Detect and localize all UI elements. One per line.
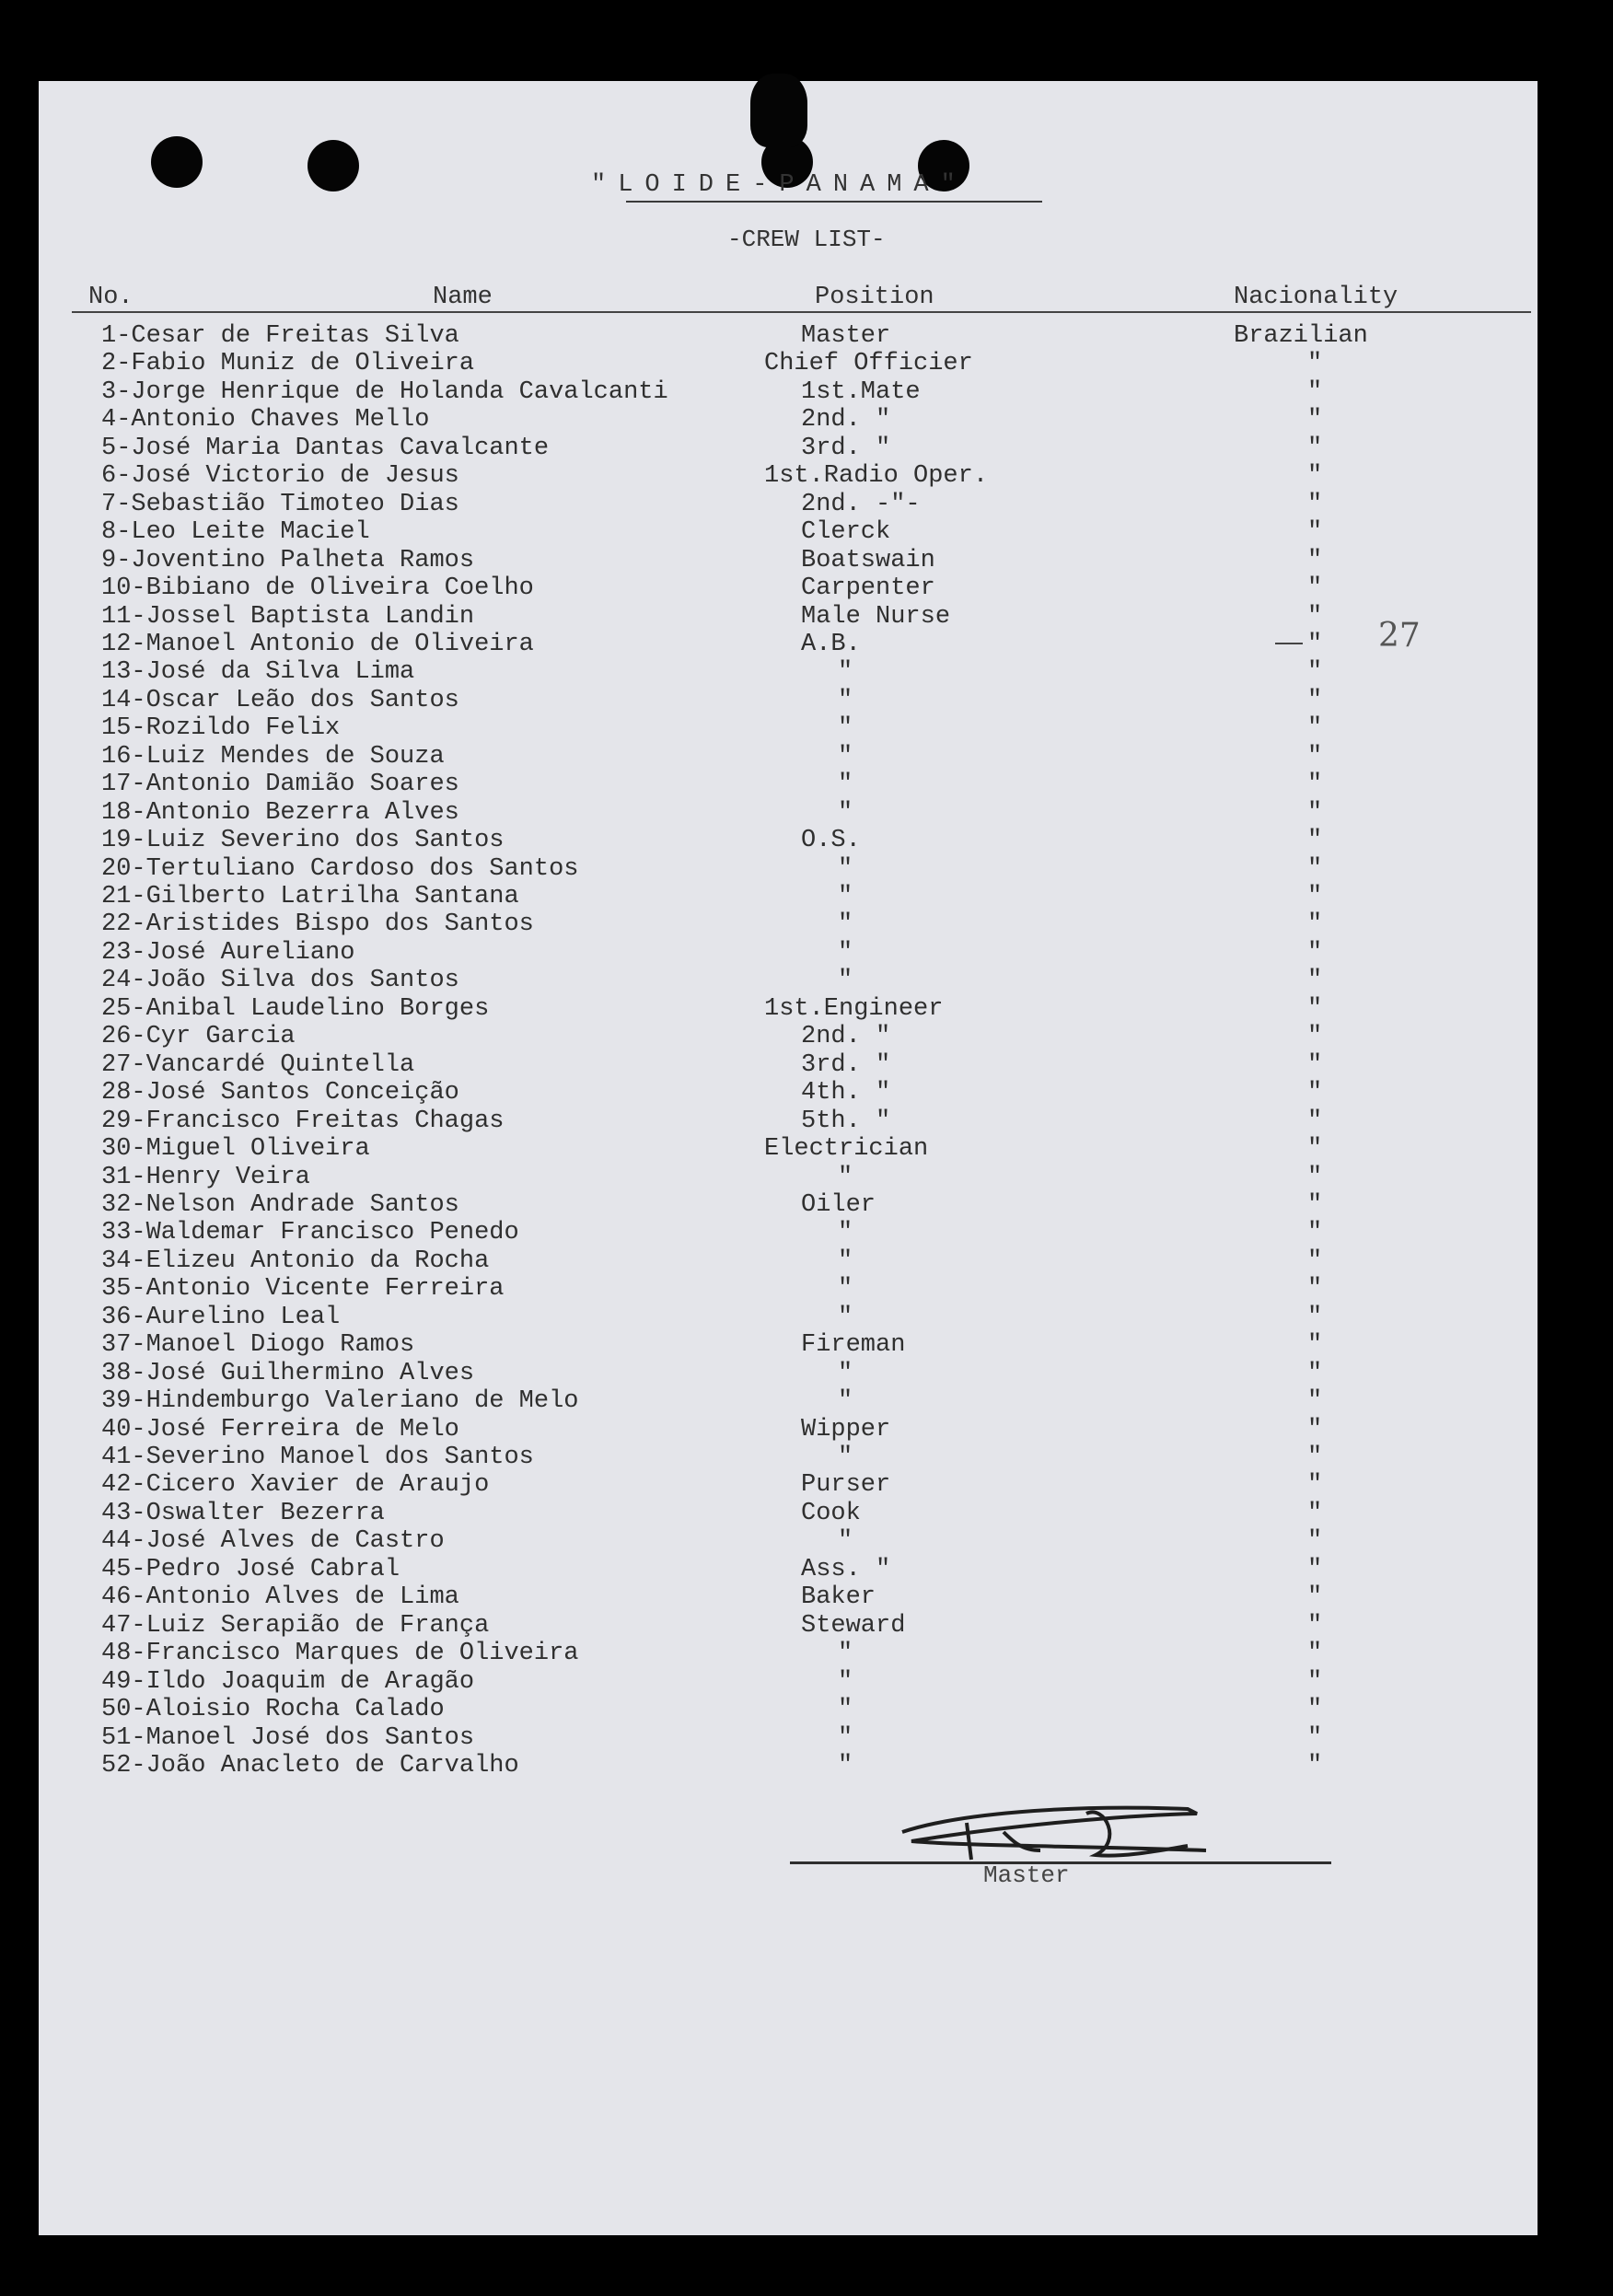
crew-nationality: " xyxy=(1307,630,1323,658)
crew-entry: 42-Cicero Xavier de Araujo xyxy=(101,1471,490,1500)
crew-position: Fireman xyxy=(801,1331,906,1360)
crew-position: 1st.Mate xyxy=(801,377,921,406)
crew-entry: 41-Severino Manoel dos Santos xyxy=(101,1444,534,1471)
crew-nationality: " xyxy=(1307,1696,1323,1724)
crew-nationality: " xyxy=(1307,1611,1323,1640)
crew-position: " xyxy=(838,883,853,910)
crew-entry: 1-Cesar de Freitas Silva xyxy=(101,322,459,350)
crew-entry: 15-Rozildo Felix xyxy=(101,714,341,743)
table-row xyxy=(0,518,1613,546)
table-row xyxy=(0,603,1613,631)
table-row xyxy=(0,827,1613,854)
crew-entry: 5-José Maria Dantas Cavalcante xyxy=(101,434,550,462)
crew-position: " xyxy=(838,714,853,743)
crew-position: " xyxy=(838,1275,853,1304)
crew-entry: 49-Ildo Joaquim de Aragão xyxy=(101,1667,475,1696)
crew-nationality: " xyxy=(1307,994,1323,1023)
table-row xyxy=(0,1107,1613,1135)
crew-position: " xyxy=(838,1640,853,1668)
header-nationality: Nacionality xyxy=(1234,284,1398,311)
crew-nationality: " xyxy=(1307,938,1323,967)
table-row xyxy=(0,1752,1613,1780)
table-row xyxy=(0,939,1613,967)
table-row xyxy=(0,1331,1613,1359)
crew-position: Steward xyxy=(801,1611,906,1640)
crew-entry: 46-Antonio Alves de Lima xyxy=(101,1583,459,1612)
crew-nationality: " xyxy=(1307,854,1323,883)
crew-position: " xyxy=(838,742,853,771)
crew-nationality: " xyxy=(1307,798,1323,827)
tally-mark xyxy=(1275,643,1303,644)
table-row xyxy=(0,322,1613,350)
crew-entry: 43-Oswalter Bezerra xyxy=(101,1499,385,1527)
crew-nationality: " xyxy=(1307,827,1323,855)
crew-entry: 45-Pedro José Cabral xyxy=(101,1555,400,1583)
crew-position: 1st.Radio Oper. xyxy=(764,462,989,491)
crew-position: " xyxy=(838,910,853,939)
table-row xyxy=(0,1023,1613,1050)
crew-nationality: " xyxy=(1307,1107,1323,1135)
margin-note: 27 xyxy=(1378,617,1421,655)
crew-position: Wipper xyxy=(801,1415,891,1444)
crew-nationality: " xyxy=(1307,462,1323,491)
crew-position: 4th. " xyxy=(801,1079,891,1107)
crew-position: " xyxy=(838,771,853,799)
crew-entry: 8-Leo Leite Maciel xyxy=(101,518,370,547)
table-row xyxy=(0,1583,1613,1611)
crew-entry: 25-Anibal Laudelino Borges xyxy=(101,994,490,1023)
crew-nationality: " xyxy=(1307,1471,1323,1500)
crew-nationality: " xyxy=(1307,883,1323,910)
crew-entry: 50-Aloisio Rocha Calado xyxy=(101,1696,445,1724)
table-row xyxy=(0,1668,1613,1696)
table-row xyxy=(0,1640,1613,1667)
crew-nationality: " xyxy=(1307,1303,1323,1331)
crew-entry: 37-Manoel Diogo Ramos xyxy=(101,1331,415,1360)
crew-nationality: " xyxy=(1307,490,1323,518)
crew-position: 2nd. " xyxy=(801,1023,891,1051)
crew-nationality: " xyxy=(1307,1667,1323,1696)
crew-position: Baker xyxy=(801,1583,876,1612)
table-row xyxy=(0,1164,1613,1191)
crew-entry: 10-Bibiano de Oliveira Coelho xyxy=(101,574,534,603)
crew-entry: 19-Luiz Severino dos Santos xyxy=(101,827,505,855)
crew-nationality: " xyxy=(1307,1640,1323,1668)
crew-nationality: " xyxy=(1307,602,1323,631)
crew-position: " xyxy=(838,938,853,967)
crew-entry: 44-José Alves de Castro xyxy=(101,1527,445,1556)
table-row xyxy=(0,435,1613,462)
crew-position: 1st.Engineer xyxy=(764,994,944,1023)
crew-nationality: " xyxy=(1307,1415,1323,1444)
table-row xyxy=(0,855,1613,883)
crew-position: " xyxy=(838,1444,853,1471)
crew-position: Ass. " xyxy=(801,1555,891,1583)
signature-label: Master xyxy=(983,1861,1070,1889)
document-title: "LOIDE-PANAMA" xyxy=(591,171,968,199)
crew-entry: 38-José Guilhermino Alves xyxy=(101,1359,475,1387)
crew-entry: 34-Elizeu Antonio da Rocha xyxy=(101,1247,490,1275)
document-subtitle: -CREW LIST- xyxy=(727,226,886,253)
crew-nationality: " xyxy=(1307,742,1323,771)
table-row xyxy=(0,883,1613,910)
crew-position: Chief Officier xyxy=(764,350,973,378)
header-position: Position xyxy=(815,284,934,311)
table-row xyxy=(0,1612,1613,1640)
table-row xyxy=(0,1500,1613,1527)
crew-position: Male Nurse xyxy=(801,602,951,631)
table-row xyxy=(0,771,1613,798)
crew-entry: 29-Francisco Freitas Chagas xyxy=(101,1107,505,1135)
crew-position: 2nd. -"- xyxy=(801,490,921,518)
crew-entry: 24-João Silva dos Santos xyxy=(101,967,459,995)
crew-entry: 16-Luiz Mendes de Souza xyxy=(101,742,445,771)
crew-position: Cook xyxy=(801,1499,861,1527)
table-row xyxy=(0,995,1613,1023)
crew-position: Purser xyxy=(801,1471,891,1500)
crew-entry: 32-Nelson Andrade Santos xyxy=(101,1190,459,1219)
table-row xyxy=(0,1247,1613,1275)
crew-nationality: " xyxy=(1307,658,1323,687)
crew-nationality: " xyxy=(1307,1247,1323,1275)
table-row xyxy=(0,1191,1613,1219)
crew-entry: 3-Jorge Henrique de Holanda Cavalcanti xyxy=(101,377,668,406)
crew-nationality: " xyxy=(1307,1444,1323,1471)
crew-position: 3rd. " xyxy=(801,434,891,462)
table-row xyxy=(0,491,1613,518)
crew-entry: 7-Sebastião Timoteo Dias xyxy=(101,490,459,518)
crew-position: " xyxy=(838,967,853,995)
crew-entry: 6-José Victorio de Jesus xyxy=(101,462,459,491)
crew-entry: 33-Waldemar Francisco Penedo xyxy=(101,1219,519,1247)
table-row xyxy=(0,799,1613,827)
crew-position: " xyxy=(838,1219,853,1247)
crew-position: " xyxy=(838,1723,853,1752)
crew-nationality: " xyxy=(1307,1219,1323,1247)
crew-nationality: " xyxy=(1307,1190,1323,1219)
crew-entry: 31-Henry Veira xyxy=(101,1163,310,1191)
crew-position: " xyxy=(838,658,853,687)
crew-entry: 13-José da Silva Lima xyxy=(101,658,415,687)
crew-nationality: " xyxy=(1307,1023,1323,1051)
title-underline xyxy=(626,201,1042,203)
crew-position: " xyxy=(838,1667,853,1696)
table-row xyxy=(0,1304,1613,1331)
table-row xyxy=(0,967,1613,994)
crew-entry: 27-Vancardé Quintella xyxy=(101,1050,415,1079)
table-row xyxy=(0,1387,1613,1415)
crew-position: " xyxy=(838,1359,853,1387)
table-row xyxy=(0,631,1613,658)
crew-nationality: " xyxy=(1307,1527,1323,1556)
crew-position: " xyxy=(838,1247,853,1275)
crew-position: A.B. xyxy=(801,630,861,658)
crew-nationality: Brazilian xyxy=(1234,322,1368,350)
table-row xyxy=(0,1724,1613,1752)
table-row xyxy=(0,1556,1613,1583)
crew-entry: 48-Francisco Marques de Oliveira xyxy=(101,1640,579,1668)
table-row xyxy=(0,1444,1613,1471)
table-row xyxy=(0,462,1613,490)
crew-position: " xyxy=(838,798,853,827)
table-row xyxy=(0,658,1613,686)
table-row xyxy=(0,1135,1613,1163)
crew-entry: 4-Antonio Chaves Mello xyxy=(101,406,430,435)
crew-position: " xyxy=(838,1751,853,1780)
header-no: No. xyxy=(88,284,133,311)
punch-hole xyxy=(308,140,359,191)
table-row xyxy=(0,378,1613,406)
crew-position: " xyxy=(838,686,853,714)
crew-nationality: " xyxy=(1307,1723,1323,1752)
table-row xyxy=(0,1527,1613,1555)
table-row xyxy=(0,1696,1613,1723)
crew-position: 2nd. " xyxy=(801,406,891,435)
crew-entry: 28-José Santos Conceição xyxy=(101,1079,459,1107)
crew-position: Electrician xyxy=(764,1135,929,1164)
table-row xyxy=(0,1219,1613,1247)
crew-nationality: " xyxy=(1307,350,1323,378)
table-row xyxy=(0,1275,1613,1303)
crew-position: " xyxy=(838,1527,853,1556)
table-row xyxy=(0,1051,1613,1079)
crew-nationality: " xyxy=(1307,434,1323,462)
header-rule xyxy=(72,311,1531,313)
crew-entry: 36-Aurelino Leal xyxy=(101,1303,341,1331)
crew-nationality: " xyxy=(1307,910,1323,939)
table-row xyxy=(0,1360,1613,1387)
crew-nationality: " xyxy=(1307,771,1323,799)
table-row xyxy=(0,1471,1613,1499)
crew-position: Carpenter xyxy=(801,574,935,603)
crew-nationality: " xyxy=(1307,1135,1323,1164)
crew-nationality: " xyxy=(1307,1163,1323,1191)
punch-hole xyxy=(151,136,203,188)
crew-entry: 35-Antonio Vicente Ferreira xyxy=(101,1275,505,1304)
table-row xyxy=(0,574,1613,602)
crew-position: 3rd. " xyxy=(801,1050,891,1079)
table-row xyxy=(0,910,1613,938)
crew-entry: 23-José Aureliano xyxy=(101,938,355,967)
crew-position: " xyxy=(838,1303,853,1331)
crew-position: Master xyxy=(801,322,891,350)
crew-entry: 47-Luiz Serapião de França xyxy=(101,1611,490,1640)
crew-entry: 52-João Anacleto de Carvalho xyxy=(101,1751,519,1780)
crew-nationality: " xyxy=(1307,406,1323,435)
crew-nationality: " xyxy=(1307,1079,1323,1107)
crew-nationality: " xyxy=(1307,377,1323,406)
crew-entry: 21-Gilberto Latrilha Santana xyxy=(101,883,519,910)
crew-entry: 22-Aristides Bispo dos Santos xyxy=(101,910,534,939)
crew-nationality: " xyxy=(1307,546,1323,574)
table-row xyxy=(0,406,1613,434)
table-row xyxy=(0,350,1613,377)
header-name: Name xyxy=(433,284,493,311)
table-row xyxy=(0,547,1613,574)
crew-nationality: " xyxy=(1307,518,1323,547)
crew-nationality: " xyxy=(1307,1359,1323,1387)
crew-nationality: " xyxy=(1307,967,1323,995)
crew-nationality: " xyxy=(1307,686,1323,714)
crew-nationality: " xyxy=(1307,714,1323,743)
ink-stain xyxy=(750,74,807,147)
crew-entry: 30-Miguel Oliveira xyxy=(101,1135,370,1164)
table-row xyxy=(0,1416,1613,1444)
table-row xyxy=(0,714,1613,742)
crew-nationality: " xyxy=(1307,1331,1323,1360)
crew-nationality: " xyxy=(1307,1555,1323,1583)
table-row xyxy=(0,743,1613,771)
crew-position: O.S. xyxy=(801,827,861,855)
crew-position: Oiler xyxy=(801,1190,876,1219)
crew-position: Clerck xyxy=(801,518,891,547)
crew-position: " xyxy=(838,1387,853,1416)
table-row xyxy=(0,687,1613,714)
crew-entry: 9-Joventino Palheta Ramos xyxy=(101,546,475,574)
crew-nationality: " xyxy=(1307,1751,1323,1780)
crew-nationality: " xyxy=(1307,1387,1323,1416)
crew-entry: 26-Cyr Garcia xyxy=(101,1023,296,1051)
crew-position: " xyxy=(838,1163,853,1191)
table-row xyxy=(0,1079,1613,1107)
crew-nationality: " xyxy=(1307,1275,1323,1304)
crew-entry: 17-Antonio Damião Soares xyxy=(101,771,459,799)
crew-nationality: " xyxy=(1307,1583,1323,1612)
crew-entry: 18-Antonio Bezerra Alves xyxy=(101,798,459,827)
crew-entry: 2-Fabio Muniz de Oliveira xyxy=(101,350,475,378)
crew-position: 5th. " xyxy=(801,1107,891,1135)
crew-entry: 20-Tertuliano Cardoso dos Santos xyxy=(101,854,579,883)
crew-entry: 11-Jossel Baptista Landin xyxy=(101,602,475,631)
crew-entry: 51-Manoel José dos Santos xyxy=(101,1723,475,1752)
crew-entry: 40-José Ferreira de Melo xyxy=(101,1415,459,1444)
crew-entry: 12-Manoel Antonio de Oliveira xyxy=(101,630,534,658)
crew-entry: 39-Hindemburgo Valeriano de Melo xyxy=(101,1387,579,1416)
crew-position: " xyxy=(838,1696,853,1724)
crew-nationality: " xyxy=(1307,1499,1323,1527)
crew-entry: 14-Oscar Leão dos Santos xyxy=(101,686,459,714)
crew-nationality: " xyxy=(1307,1050,1323,1079)
crew-position: " xyxy=(838,854,853,883)
crew-nationality: " xyxy=(1307,574,1323,603)
crew-position: Boatswain xyxy=(801,546,935,574)
